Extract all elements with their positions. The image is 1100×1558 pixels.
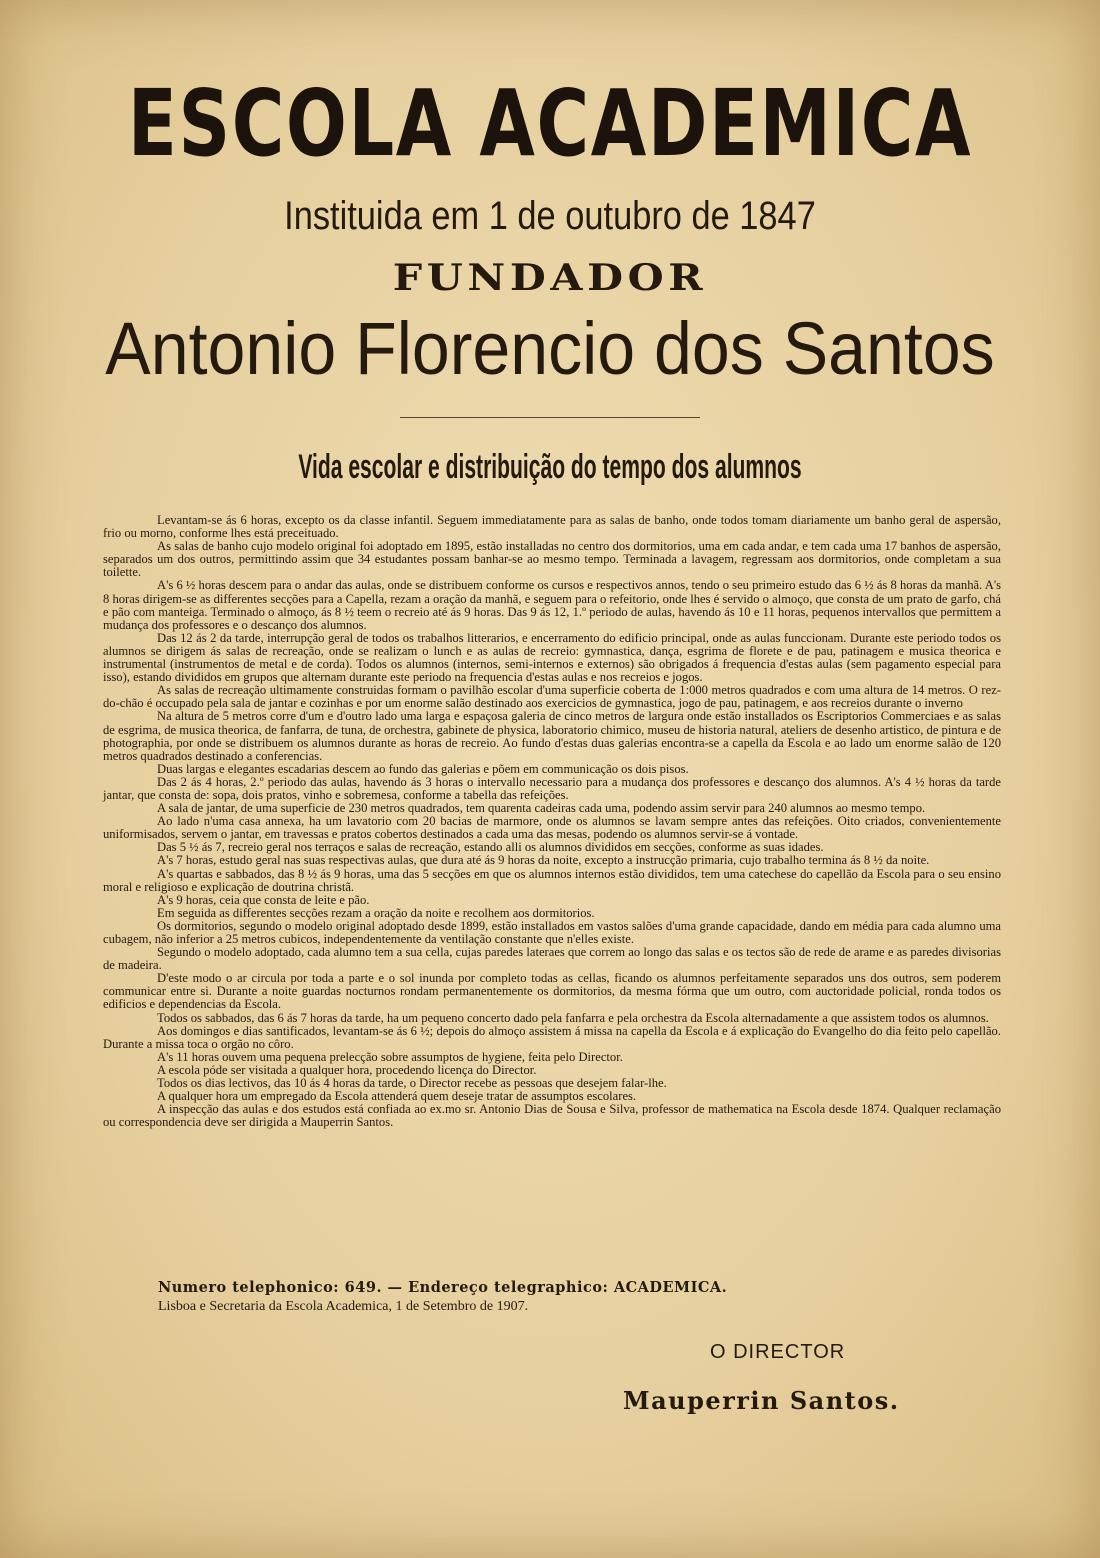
paragraph: As salas de banho cujo modelo original foi adoptado em 1895, estão installadas no centro dos dormitorios, uma em cada andar, e tem cada uma 17 banhos de aspersão, separados um dos outros, permittindo assim que 34 estudantes possam banhar-se ao mesmo tempo. Terminada a lavagem, regressam aos dormitorios, onde completam a sua toilette. <box>103 539 1001 580</box>
paragraph: A sala de jantar, de uma superficie de 230 metros quadrados, tem quarenta cadeiras cada uma, podendo assim servir para 240 alumnos ao mesmo tempo. <box>157 801 926 816</box>
paragraph: A's 11 horas ouvem uma pequena prelecção sobre assumptos de hygiene, feita pelo Director. <box>157 1049 623 1064</box>
paragraph: As salas de recreação ultimamente construidas formam o pavilhão escolar d'uma superficie coberta de 1:000 metros quadrados e com uma altura de 14 metros. O rez-do-chão é occupado pela sala de jantar e cozinhas e por um enorme salão destinado aos exercicios de gymnastica, jogo de pau, patinagem, e aos recreios durante o inverno <box>103 683 1001 711</box>
paragraph: A escola póde ser visitada a qualquer hora, procedendo licença do Director. <box>157 1062 537 1077</box>
paragraph: Das 12 ás 2 da tarde, interrupção geral de todos os trabalhos litterarios, e encerramento do edificio principal, onde as aulas funccionam. Durante este periodo todos os alumnos se dirigem ás salas de recreação, onde se realizam o lunch e as aulas de recreio: gymnastica, dança, esgrima de florete e de pau, patinagem e musica theorica e instrumental (instrumentos de metal e de corda). Todos os alumnos (internos, semi-internos e externos) são obrigados á frequencia d'estas aulas (sem pagamento especial para isso), estando divididos em grupos que alternam durante este periodo na frequencia d'estas aulas e nos recreios e jogos. <box>103 630 1001 685</box>
paragraph: Duas largas e elegantes escadarias descem ao fundo das galerias e põem em communicação os dois pisos. <box>157 761 689 776</box>
document-title: ESCOLA ACADEMICA <box>127 70 973 177</box>
paragraph: Das 5 ½ ás 7, recreio geral nos terraços e salas de recreação, estando alli os alumnos divididos em secções, conforme as suas idades. <box>157 840 824 855</box>
date-line: Lisboa e Secretaria da Escola Academica, 1 de Setembro de 1907. <box>158 1299 529 1314</box>
paragraph: Levantam-se ás 6 horas, excepto os da classe infantil. Seguem immediatamente para as salas de banho, onde todos tomam diariamente um banho geral de aspersão, frio ou morno, conforme lhes está preceituado. <box>103 513 1001 541</box>
paragraph: Todos os sabbados, das 6 ás 7 horas da tarde, ha um pequeno concerto dado pela fanfarra e pela orchestra da Escola alternadamente a que assistem todos os alumnos. <box>157 1010 989 1025</box>
paragraph: Das 2 ás 4 horas, 2.º periodo das aulas, havendo ás 3 horas o intervallo necessario para a mudança dos professores e descanço dos alumnos. A's 4 ½ horas da tarde jantar, que consta de: sopa, dois pratos, vinho e sobremesa, conforme a tabella das refeições. <box>103 774 1001 802</box>
paragraph: A's 6 ½ horas descem para o andar das aulas, onde se distribuem conforme os cursos e respectivos annos, tendo o seu primeiro estudo das 6 ½ ás 8 horas da manhã. A's 8 horas dirigem-se as differentes secções para a Capella, rezam a oração da manhã, e seguem para o refeitorio, onde lhes é servido o almoço, que consta de um prato de garfo, chá e pão com manteiga. Terminado o almoço, ás 8 ½ teem o recreio até ás 9 horas. Das 9 ás 12, 1.º periodo de aulas, havendo ás 10 e 11 horas, pequenos intervallos que permittem a mudança dos professores e o descanço dos alumnos. <box>103 578 1001 632</box>
paragraph: D'este modo o ar circula por toda a parte e o sol inunda por completo todas as cellas, ficando os alumnos perfeitamente separados uns dos outros, sem poderem communicar entre si. Durante a noite guardas nocturnos rondam permanentemente os dormitorios, da mesma fórma que um outro, com auctoridade policial, ronda todos os edificios e dependencias da Escola. <box>103 971 1001 1012</box>
paragraph: A's 7 horas, estudo geral nas suas respectivas aulas, que dura até ás 9 horas da noite, excepto a instrucção primaria, cujo trabalho termina ás 8 ½ da noite. <box>157 853 930 868</box>
divider <box>400 417 700 418</box>
paragraph: A qualquer hora um empregado da Escola attenderá quem deseje tratar de assumptos escolares. <box>157 1089 637 1104</box>
paragraph: Os dormitorios, segundo o modelo original adoptado desde 1899, estão installados em vastos salões d'uma grande capacidade, dando em média para cada alumno uma cubagem, não inferior a 25 metros cubicos, independentemente da ventilação constante que n'elles existe. <box>103 918 1001 946</box>
paragraph: Todos os dias lectivos, das 10 ás 4 horas da tarde, o Director recebe as pessoas que desejem falar-lhe. <box>157 1076 667 1091</box>
director-label: O DIRECTOR <box>710 1341 846 1363</box>
director-signature: Mauperrin Santos. <box>623 1386 900 1415</box>
paragraph: Ao lado n'uma casa annexa, ha um lavatorio com 20 bacias de marmore, onde os alumnos se lavam sempre antes das refeições. Oito criados, convenientemente uniformisados, servem o jantar, em travessas e pratos cobertos destinados a cada uma das mesas, podendo os alumnos servir-se á vontade. <box>103 814 1001 842</box>
paragraph: A's quartas e sabbados, das 8 ½ ás 9 horas, uma das 5 secções em que os alumnos internos estão divididos, tem uma catechese do capellão da Escola para o seu ensino moral e religioso e explicação de doutrina christã. <box>103 866 1001 894</box>
contact-line: Numero telephonico: 649. — Endereço telegraphico: ACADEMICA. <box>158 1279 728 1296</box>
section-heading: Vida escolar e distribuição do tempo dos alumnos <box>298 448 802 486</box>
body-text <box>103 514 1001 1129</box>
paragraph: Segundo o modelo adoptado, cada alumno tem a sua cella, cujas paredes lateraes que correm ao longo das salas e os tectos são de rede de arame e as paredes divisorias de madeira. <box>103 945 1001 973</box>
paragraph: Na altura de 5 metros corre d'um e d'outro lado uma larga e espaçosa galeria de cinco metros de largura onde estão installados os Escriptorios Commerciaes e as salas de esgrima, de musica theorica, de fanfarra, de tuna, de orchestra, gabinete de physica, laboratorio chimico, museu de historia natural, ateliers de desenho artistico, de pintura e de photographia, por onde se distribuem os alumnos durante as horas de recreio. Ao fundo d'estas duas galerias encontra-se a capella da Escola e ao lado um enorme salão de 120 metros quadrados destinado a conferencias. <box>103 709 1001 763</box>
founder-name: Antonio Florencio dos Santos <box>105 307 995 390</box>
founding-date: Instituida em 1 de outubro de 1847 <box>284 194 816 238</box>
paragraph: A's 9 horas, ceia que consta de leite e pão. <box>157 892 370 907</box>
founder-label: FUNDADOR <box>392 257 708 299</box>
paragraph: Em seguida as differentes secções rezam a oração da noite e recolhem aos dormitorios. <box>157 905 595 920</box>
paragraph: Aos domingos e dias santificados, levantam-se ás 6 ½; depois do almoço assistem á missa na capella da Escola e á explicação do Evangelho do dia feito pelo capellão. Durante a missa toca o orgão no côro. <box>103 1023 1001 1051</box>
paragraph: A inspecção das aulas e dos estudos está confiada ao ex.mo sr. Antonio Dias de Sousa e Silva, professor de mathematica na Escola desde 1874. Qualquer reclamação ou correspondencia deve ser dirigida a Mauperrin Santos. <box>103 1102 1001 1130</box>
